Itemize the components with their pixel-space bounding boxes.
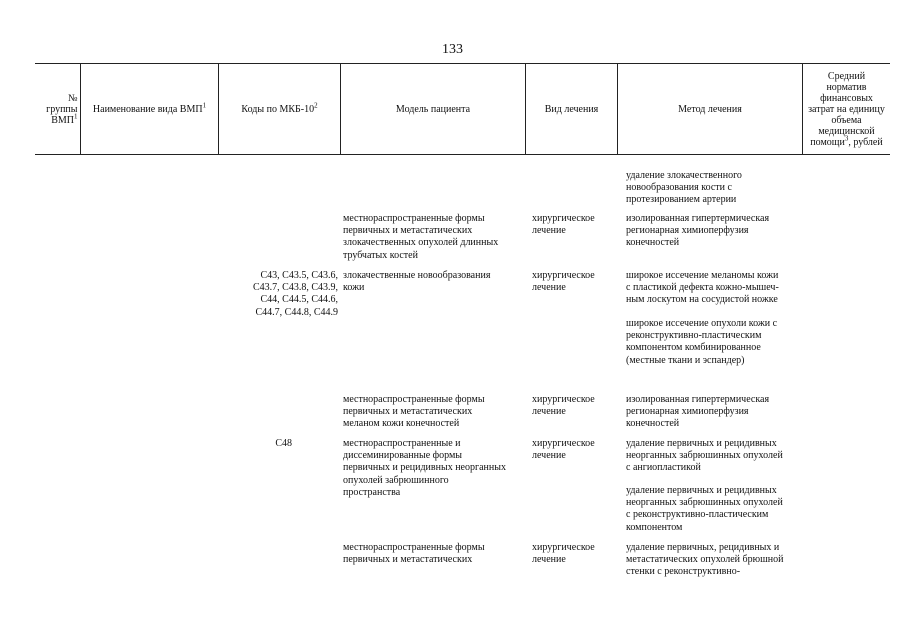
header-average-cost: Средний норматив финансовых затрат на единицу объема медицинской помощи$^3$, рублей	[808, 70, 885, 148]
treatment-method-cell: широкое иссечение меланомы кожи с пластикой дефекта кожно-мышеч- ным лоскутом на сосудистой ножке	[626, 270, 779, 306]
header-vmp-name: Наименование вида ВМП$^1$	[92, 101, 207, 115]
treatment-method-cell: удаление первичных и рецидивных неорганных забрюшинных опухолей с ангиопластикой	[626, 438, 783, 474]
icd-codes-cell: C48	[275, 438, 292, 449]
treatment-method-cell: изолированная гипертермическая регионарная химиоперфузия конечностей	[626, 213, 770, 249]
header-treatment-method: Метод лечения	[678, 103, 742, 115]
header-treatment-type: Вид лечения	[544, 103, 599, 115]
treatment-method-cell: удаление первичных, рецидивных и метастатических опухолей брюшной стенки с реконструктивно-	[626, 542, 784, 578]
patient-model-cell: злокачественные новообразования кожи	[343, 270, 491, 294]
patient-model-cell: местнораспространенные и диссеминированные формы первичных и рецидивных неорганных опухолей забрюшинного пространства	[343, 438, 506, 498]
icd-codes-cell: C43, C43.5, C43.6, C43.7, C43.8, C43.9, C44, C44.5, C44.6, C44.7, C44.8, C44.9	[252, 270, 338, 318]
treatment-type-cell: хирургическое лечение	[532, 270, 595, 294]
header-patient-model: Модель пациента	[395, 103, 471, 115]
treatment-method-cell: удаление злокачественного новообразования кости с протезированием артерии	[626, 170, 742, 206]
header-group-number: № группы ВМП$^1$	[46, 92, 78, 126]
treatment-type-cell: хирургическое лечение	[532, 213, 595, 237]
treatment-type-cell: хирургическое лечение	[532, 438, 595, 462]
treatment-method-cell: удаление первичных и рецидивных неорганных забрюшинных опухолей с реконструктивно-пластическим компонентом	[626, 485, 783, 533]
treatment-type-cell: хирургическое лечение	[532, 542, 595, 566]
treatment-method-cell: широкое иссечение опухоли кожи с реконструктивно-пластическим компонентом комбинированное (местные ткани и эспандер)	[626, 318, 778, 366]
treatment-method-cell: изолированная гипертермическая регионарная химиоперфузия конечностей	[626, 394, 770, 430]
patient-model-cell: местнораспространенные формы первичных и метастатических	[343, 542, 485, 566]
table-header	[35, 63, 890, 155]
treatment-type-cell: хирургическое лечение	[532, 394, 595, 418]
page-number: 133	[442, 42, 463, 57]
header-icd-codes: Коды по МКБ-$10^2$	[241, 101, 318, 115]
patient-model-cell: местнораспространенные формы первичных и метастатических меланом кожи конечностей	[343, 394, 485, 430]
patient-model-cell: местнораспространенные формы первичных и метастатических злокачественных опухолей длинных трубчатых костей	[343, 213, 499, 261]
